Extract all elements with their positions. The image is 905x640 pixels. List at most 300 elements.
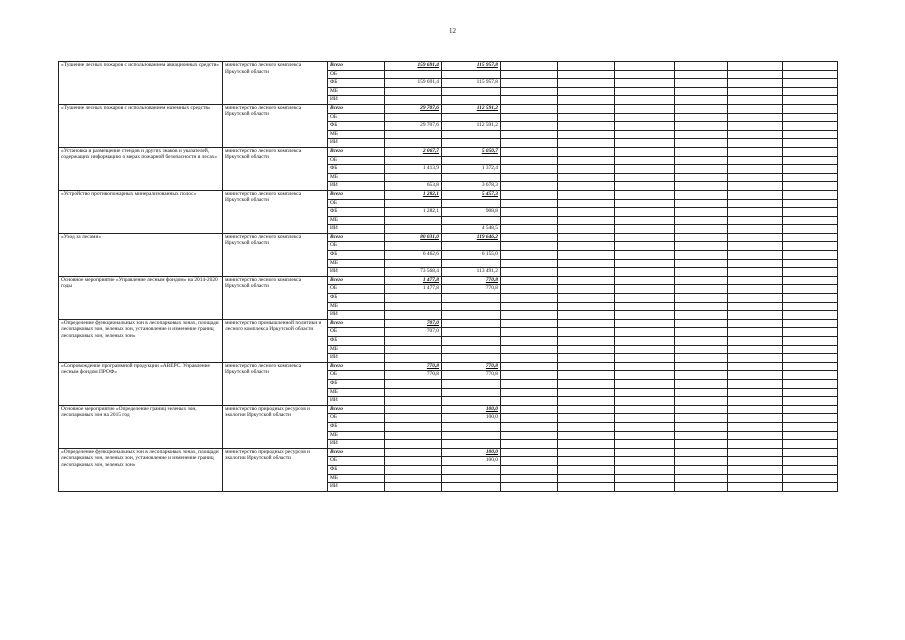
amount-v2 [442, 70, 501, 79]
empty-cell [615, 233, 675, 242]
empty-cell [615, 122, 675, 131]
empty-cell [501, 268, 558, 277]
empty-cell [615, 388, 675, 397]
amount-v2 [442, 311, 501, 320]
empty-cell [675, 251, 728, 260]
empty-cell [558, 96, 615, 105]
empty-cell [675, 422, 728, 431]
funding-source: ОБ [328, 328, 385, 337]
amount-v1: 159 691,4 [385, 62, 442, 71]
empty-cell [675, 96, 728, 105]
empty-cell [558, 242, 615, 251]
empty-cell [728, 457, 783, 466]
empty-cell [558, 190, 615, 199]
empty-cell [501, 294, 558, 303]
amount-v2 [442, 96, 501, 105]
funding-source: МБ [328, 388, 385, 397]
amount-v1: 707,0 [385, 328, 442, 337]
empty-cell [675, 259, 728, 268]
empty-cell [558, 414, 615, 423]
empty-cell [501, 362, 558, 371]
empty-cell [501, 422, 558, 431]
amount-v1 [385, 337, 442, 346]
empty-cell [558, 225, 615, 234]
empty-cell [558, 448, 615, 457]
empty-cell [783, 276, 838, 285]
empty-cell [501, 62, 558, 71]
empty-cell [728, 474, 783, 483]
empty-cell [615, 199, 675, 208]
empty-cell [615, 173, 675, 182]
empty-cell [558, 182, 615, 191]
amount-v1 [385, 465, 442, 474]
empty-cell [501, 130, 558, 139]
amount-v2 [442, 379, 501, 388]
empty-cell [558, 276, 615, 285]
responsible-org: министерство природных ресурсов и экологии Иркутской области [223, 448, 328, 491]
empty-cell [783, 104, 838, 113]
empty-cell [675, 190, 728, 199]
amount-v2 [442, 199, 501, 208]
empty-cell [728, 268, 783, 277]
empty-cell [615, 362, 675, 371]
funding-source: Всего [328, 147, 385, 156]
empty-cell [728, 414, 783, 423]
empty-cell [728, 216, 783, 225]
empty-cell [501, 251, 558, 260]
amount-v1: 29 707,6 [385, 104, 442, 113]
empty-cell [558, 405, 615, 414]
empty-cell [675, 208, 728, 217]
empty-cell [558, 165, 615, 174]
amount-v2: 770,8 [442, 276, 501, 285]
amount-v1 [385, 388, 442, 397]
empty-cell [615, 379, 675, 388]
empty-cell [501, 173, 558, 182]
empty-cell [728, 345, 783, 354]
empty-cell [558, 156, 615, 165]
empty-cell [501, 242, 558, 251]
empty-cell [501, 440, 558, 449]
empty-cell [558, 216, 615, 225]
empty-cell [501, 319, 558, 328]
amount-v2 [442, 294, 501, 303]
empty-cell [728, 208, 783, 217]
amount-v1 [385, 448, 442, 457]
empty-cell [783, 62, 838, 71]
empty-cell [783, 113, 838, 122]
empty-cell [675, 388, 728, 397]
funding-source: ОБ [328, 199, 385, 208]
amount-v2: 5 050,7 [442, 147, 501, 156]
empty-cell [501, 285, 558, 294]
empty-cell [558, 285, 615, 294]
responsible-org: министерство лесного комплекса Иркутской области [223, 276, 328, 319]
empty-cell [728, 302, 783, 311]
amount-v2: 5 457,3 [442, 190, 501, 199]
empty-cell [615, 276, 675, 285]
empty-cell [728, 276, 783, 285]
empty-cell [783, 216, 838, 225]
empty-cell [615, 483, 675, 492]
amount-v2 [442, 216, 501, 225]
empty-cell [728, 440, 783, 449]
empty-cell [501, 70, 558, 79]
empty-cell [675, 354, 728, 363]
amount-v1: 1 477,8 [385, 285, 442, 294]
funding-source: ФБ [328, 251, 385, 260]
amount-v1 [385, 156, 442, 165]
amount-v1: 6 462,6 [385, 251, 442, 260]
funding-source: ОБ [328, 285, 385, 294]
amount-v1 [385, 474, 442, 483]
empty-cell [501, 190, 558, 199]
empty-cell [783, 371, 838, 380]
amount-v1 [385, 457, 442, 466]
amount-v2: 113 491,2 [442, 268, 501, 277]
empty-cell [675, 379, 728, 388]
empty-cell [501, 216, 558, 225]
activity-name: «Определение функциональных зон в лесопарковых зонах, площади лесопарковых зон, зеленых зон, установление и изменение границ лесопарковых зон, зеленых зон» [59, 319, 223, 362]
empty-cell [615, 448, 675, 457]
empty-cell [615, 397, 675, 406]
empty-cell [728, 190, 783, 199]
empty-cell [558, 173, 615, 182]
amount-v1: 770,8 [385, 362, 442, 371]
empty-cell [728, 79, 783, 88]
empty-cell [501, 405, 558, 414]
empty-cell [501, 199, 558, 208]
empty-cell [783, 354, 838, 363]
empty-cell [615, 414, 675, 423]
funding-source: Всего [328, 62, 385, 71]
empty-cell [675, 431, 728, 440]
empty-cell [675, 397, 728, 406]
empty-cell [675, 165, 728, 174]
empty-cell [783, 465, 838, 474]
empty-cell [615, 405, 675, 414]
amount-v1: 1 413,9 [385, 165, 442, 174]
empty-cell [783, 362, 838, 371]
responsible-org: министерство лесного комплекса Иркутской области [223, 62, 328, 105]
empty-cell [728, 259, 783, 268]
empty-cell [675, 345, 728, 354]
empty-cell [558, 465, 615, 474]
funding-source: Всего [328, 319, 385, 328]
funding-source: ОБ [328, 242, 385, 251]
funding-source: МБ [328, 431, 385, 440]
funding-source: МБ [328, 345, 385, 354]
empty-cell [675, 147, 728, 156]
empty-cell [615, 422, 675, 431]
empty-cell [615, 457, 675, 466]
empty-cell [615, 302, 675, 311]
empty-cell [558, 371, 615, 380]
responsible-org: министерство лесного комплекса Иркутской области [223, 233, 328, 276]
empty-cell [615, 208, 675, 217]
empty-cell [783, 328, 838, 337]
empty-cell [558, 79, 615, 88]
funding-source: ФБ [328, 208, 385, 217]
funding-source: ИИ [328, 440, 385, 449]
empty-cell [501, 139, 558, 148]
activity-name: «Сопровождение программной продукции «АВЕРС. Управление лесным фондом ПРОФ» [59, 362, 223, 405]
empty-cell [675, 173, 728, 182]
activity-name: «Определение функциональных зон в лесопарковых зонах, площади лесопарковых зон, зеленых зон, установление и изменение границ лесопарковых зон, зеленых зон» [59, 448, 223, 491]
amount-v1 [385, 216, 442, 225]
table-row [59, 448, 838, 457]
empty-cell [728, 182, 783, 191]
empty-cell [675, 104, 728, 113]
empty-cell [728, 431, 783, 440]
funding-source: ИИ [328, 483, 385, 492]
empty-cell [558, 139, 615, 148]
funding-source: Всего [328, 405, 385, 414]
amount-v2 [442, 139, 501, 148]
empty-cell [728, 199, 783, 208]
funding-source: ИИ [328, 225, 385, 234]
empty-cell [558, 130, 615, 139]
empty-cell [728, 448, 783, 457]
empty-cell [783, 457, 838, 466]
empty-cell [558, 199, 615, 208]
activity-name: «Установка и размещение стендов и других знаков и указателей, содержащих информацию о мерах пожарной безопасности в лесах» [59, 147, 223, 190]
amount-v1: 707,0 [385, 319, 442, 328]
amount-v1: 73 568,4 [385, 268, 442, 277]
funding-source: МБ [328, 302, 385, 311]
empty-cell [728, 379, 783, 388]
amount-v2 [442, 319, 501, 328]
empty-cell [615, 147, 675, 156]
empty-cell [558, 259, 615, 268]
amount-v2: 100,0 [442, 414, 501, 423]
empty-cell [501, 165, 558, 174]
empty-cell [728, 354, 783, 363]
empty-cell [675, 414, 728, 423]
table-row [59, 276, 838, 285]
empty-cell [675, 285, 728, 294]
empty-cell [558, 233, 615, 242]
amount-v1 [385, 345, 442, 354]
amount-v1 [385, 96, 442, 105]
amount-v2 [442, 173, 501, 182]
empty-cell [783, 79, 838, 88]
table-body [59, 62, 838, 492]
empty-cell [675, 362, 728, 371]
empty-cell [675, 405, 728, 414]
empty-cell [501, 233, 558, 242]
funding-source: ОБ [328, 70, 385, 79]
empty-cell [728, 371, 783, 380]
responsible-org: министерство лесного комплекса Иркутской области [223, 147, 328, 190]
funding-source: МБ [328, 173, 385, 182]
empty-cell [558, 388, 615, 397]
amount-v2: 4 548,5 [442, 225, 501, 234]
amount-v1 [385, 113, 442, 122]
amount-v1 [385, 405, 442, 414]
empty-cell [783, 397, 838, 406]
activity-name: «Тушение лесных пожаров с использованием авиационных средств» [59, 62, 223, 105]
amount-v2: 100,0 [442, 405, 501, 414]
empty-cell [615, 79, 675, 88]
empty-cell [675, 337, 728, 346]
empty-cell [728, 139, 783, 148]
empty-cell [783, 337, 838, 346]
amount-v1 [385, 130, 442, 139]
empty-cell [615, 345, 675, 354]
funding-source: ФБ [328, 422, 385, 431]
empty-cell [783, 208, 838, 217]
empty-cell [783, 379, 838, 388]
empty-cell [501, 147, 558, 156]
amount-v1: 1 282,1 [385, 208, 442, 217]
empty-cell [615, 251, 675, 260]
empty-cell [728, 311, 783, 320]
empty-cell [501, 87, 558, 96]
empty-cell [783, 242, 838, 251]
empty-cell [615, 440, 675, 449]
amount-v2 [442, 440, 501, 449]
empty-cell [558, 208, 615, 217]
empty-cell [728, 405, 783, 414]
amount-v1: 80 031,0 [385, 233, 442, 242]
funding-source: МБ [328, 259, 385, 268]
empty-cell [783, 405, 838, 414]
empty-cell [675, 233, 728, 242]
empty-cell [728, 337, 783, 346]
empty-cell [558, 122, 615, 131]
empty-cell [728, 328, 783, 337]
activity-name: Основное мероприятие «Определение границ зеленых зон, лесопарковых зон на 2015 год [59, 405, 223, 448]
amount-v2: 112 591,2 [442, 104, 501, 113]
funding-source: Всего [328, 276, 385, 285]
empty-cell [675, 182, 728, 191]
empty-cell [675, 302, 728, 311]
empty-cell [558, 362, 615, 371]
table-row [59, 190, 838, 199]
empty-cell [558, 294, 615, 303]
amount-v2 [442, 431, 501, 440]
empty-cell [728, 147, 783, 156]
empty-cell [783, 414, 838, 423]
empty-cell [558, 397, 615, 406]
funding-source: ОБ [328, 371, 385, 380]
empty-cell [675, 268, 728, 277]
funding-source: Всего [328, 190, 385, 199]
empty-cell [501, 483, 558, 492]
empty-cell [558, 311, 615, 320]
amount-v2 [442, 388, 501, 397]
empty-cell [501, 104, 558, 113]
empty-cell [501, 311, 558, 320]
empty-cell [675, 483, 728, 492]
empty-cell [675, 242, 728, 251]
activity-name: Основное мероприятие «Управление лесным фондом» на 2014-2020 годы [59, 276, 223, 319]
funding-source: ФБ [328, 79, 385, 88]
empty-cell [615, 371, 675, 380]
amount-v2 [442, 345, 501, 354]
amount-v2: 770,8 [442, 362, 501, 371]
empty-cell [501, 474, 558, 483]
funding-source: ИИ [328, 268, 385, 277]
empty-cell [501, 337, 558, 346]
empty-cell [675, 311, 728, 320]
funding-source: ФБ [328, 337, 385, 346]
amount-v1 [385, 397, 442, 406]
empty-cell [675, 62, 728, 71]
table-row [59, 147, 838, 156]
amount-v1: 770,8 [385, 371, 442, 380]
amount-v2 [442, 483, 501, 492]
empty-cell [615, 328, 675, 337]
empty-cell [783, 233, 838, 242]
empty-cell [783, 182, 838, 191]
funding-source: Всего [328, 233, 385, 242]
empty-cell [675, 328, 728, 337]
empty-cell [728, 87, 783, 96]
empty-cell [501, 208, 558, 217]
empty-cell [558, 422, 615, 431]
empty-cell [675, 457, 728, 466]
empty-cell [501, 354, 558, 363]
empty-cell [558, 70, 615, 79]
empty-cell [501, 328, 558, 337]
empty-cell [675, 319, 728, 328]
responsible-org: министерство природных ресурсов и экологии Иркутской области [223, 405, 328, 448]
empty-cell [675, 216, 728, 225]
amount-v2 [442, 397, 501, 406]
empty-cell [501, 457, 558, 466]
empty-cell [728, 285, 783, 294]
empty-cell [501, 302, 558, 311]
responsible-org: министерство лесного комплекса Иркутской области [223, 190, 328, 233]
empty-cell [728, 319, 783, 328]
amount-v2 [442, 302, 501, 311]
funding-source: ФБ [328, 465, 385, 474]
funding-source: ФБ [328, 379, 385, 388]
empty-cell [615, 190, 675, 199]
empty-cell [615, 104, 675, 113]
empty-cell [783, 251, 838, 260]
empty-cell [501, 225, 558, 234]
amount-v2 [442, 130, 501, 139]
table-row [59, 233, 838, 242]
amount-v2 [442, 87, 501, 96]
empty-cell [783, 173, 838, 182]
empty-cell [783, 259, 838, 268]
empty-cell [558, 302, 615, 311]
empty-cell [783, 122, 838, 131]
empty-cell [728, 233, 783, 242]
funding-source: ОБ [328, 156, 385, 165]
empty-cell [615, 465, 675, 474]
empty-cell [728, 225, 783, 234]
amount-v1 [385, 70, 442, 79]
amount-v2 [442, 465, 501, 474]
amount-v1 [385, 173, 442, 182]
empty-cell [728, 113, 783, 122]
empty-cell [783, 285, 838, 294]
empty-cell [615, 431, 675, 440]
empty-cell [501, 465, 558, 474]
empty-cell [558, 104, 615, 113]
funding-source: Всего [328, 104, 385, 113]
empty-cell [501, 122, 558, 131]
amount-v2: 3 678,3 [442, 182, 501, 191]
responsible-org: министерство промышленной политики и лесного комплекса Иркутской области [223, 319, 328, 362]
amount-v1 [385, 431, 442, 440]
empty-cell [558, 379, 615, 388]
